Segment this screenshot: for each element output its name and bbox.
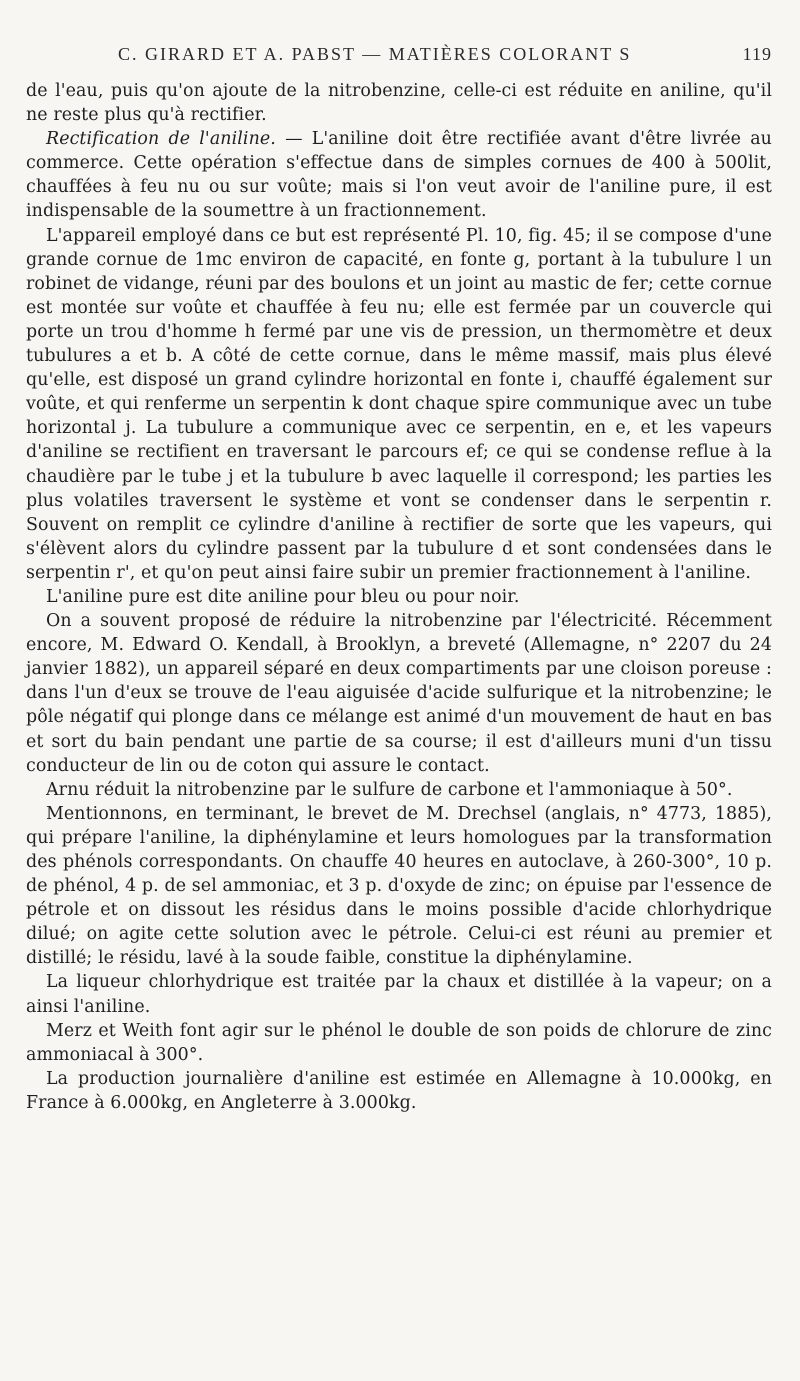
paragraph-text: — L'aniline doit être rectifiée avant d'être livrée au commerce. Cette opération s'effectue dans de simples cornues de 400 à 500lit, chauffées à feu nu ou sur voûte; mais si l'on veut avoir de l'aniline pure, il est indispensable de la soumettre à un fractionnement. [26,129,772,222]
paragraph: La production journalière d'aniline est estimée en Allemagne à 10.000kg, en France à 6.000kg, en Angleterre à 3.000kg. [26,1068,772,1113]
paragraph: On a souvent proposé de réduire la nitrobenzine par l'électricité. Récemment encore, M. Edward O. Kendall, à Brooklyn, a breveté (Allemagne, n° 2207 du 24 janvier 1882), un appareil séparé en deux compartiments par une cloison poreuse : dans l'un d'eux se trouve de l'eau aiguisée d'acide sulfurique et la nitrobenzine; le pôle négatif qui plonge dans ce mélange est animé d'un mouvement de haut en bas et sort du bain pendant une partie de sa course; il est d'ailleurs muni d'un tissu conducteur de lin ou de coton qui assure le contact. [26,611,772,776]
paragraph: L'aniline pure est dite aniline pour bleu ou pour noir. [46,586,520,607]
paragraph: de l'eau, puis qu'on ajoute de la nitrobenzine, celle-ci est réduite en aniline, qu'il ne reste plus qu'à rectifier. [26,81,772,126]
page-number: 119 [742,44,772,64]
paragraph: Merz et Weith font agir sur le phénol le double de son poids de chlorure de zinc ammoniacal à 300°. [26,1020,772,1065]
paragraph: L'appareil employé dans ce but est représenté Pl. 10, fig. 45; il se compose d'une grande cornue de 1mc environ de capacité, en fonte g, portant à la tubulure l un robinet de vidange, réuni par des boulons et un joint au mastic de fer; cette cornue est montée sur voûte et chauffée à feu nu; elle est fermée par un couvercle qui porte un trou d'homme h fermé par une vis de pression, un thermomètre et deux tubulures a et b. A côté de cette cornue, dans le même massif, mais plus élevé qu'elle, est disposé un grand cylindre horizontal en fonte i, chauffé également sur voûte, et qui renferme un serpentin k dont chaque spire communique avec un tube horizontal j. La tubulure a communique avec ce serpentin, en e, et les vapeurs d'aniline se rectifient en traversant le parcours ef; ce qui se condense reflue à la chaudière par le tube j et la tubulure b avec laquelle il correspond; les parties les plus volatiles traversent le système et vont se condenser dans le serpentin r. Souvent on remplit ce cylindre d'aniline à rectifier de sorte que les vapeurs, qui s'élèvent alors du cylindre passent par la tubulure d et sont condensées dans le serpentin r', et qu'on peut ainsi faire subir un premier fractionnement à l'aniline. [26,225,772,583]
section-lead: Rectification de l'aniline. [46,129,276,150]
paragraph: Arnu réduit la nitrobenzine par le sulfure de carbone et l'ammoniaque à 50°. [46,779,733,800]
paragraph [26,127,772,223]
running-title: C. GIRARD ET A. PABST — MATIÈRES COLORANT S [118,44,632,64]
page-body [26,79,772,1115]
paragraph: La liqueur chlorhydrique est traitée par la chaux et distillée à la vapeur; on a ainsi l'aniline. [26,972,772,1017]
paragraph: Mentionnons, en terminant, le brevet de M. Drechsel (anglais, n° 4773, 1885), qui prépare l'aniline, la diphénylamine et leurs homologues par la transformation des phénols correspondants. On chauffe 40 heures en autoclave, à 260-300°, 10 p. de phénol, 4 p. de sel ammoniac, et 3 p. d'oxyde de zinc; on épuise par l'essence de pétrole et on dissout les résidus dans le moins possible d'acide chlorhydrique dilué; on agite cette solution avec le pétrole. Celui-ci est réuni au premier et distillé; le résidu, lavé à la soude faible, constitue la diphénylamine. [26,803,772,969]
running-header [26,44,772,65]
